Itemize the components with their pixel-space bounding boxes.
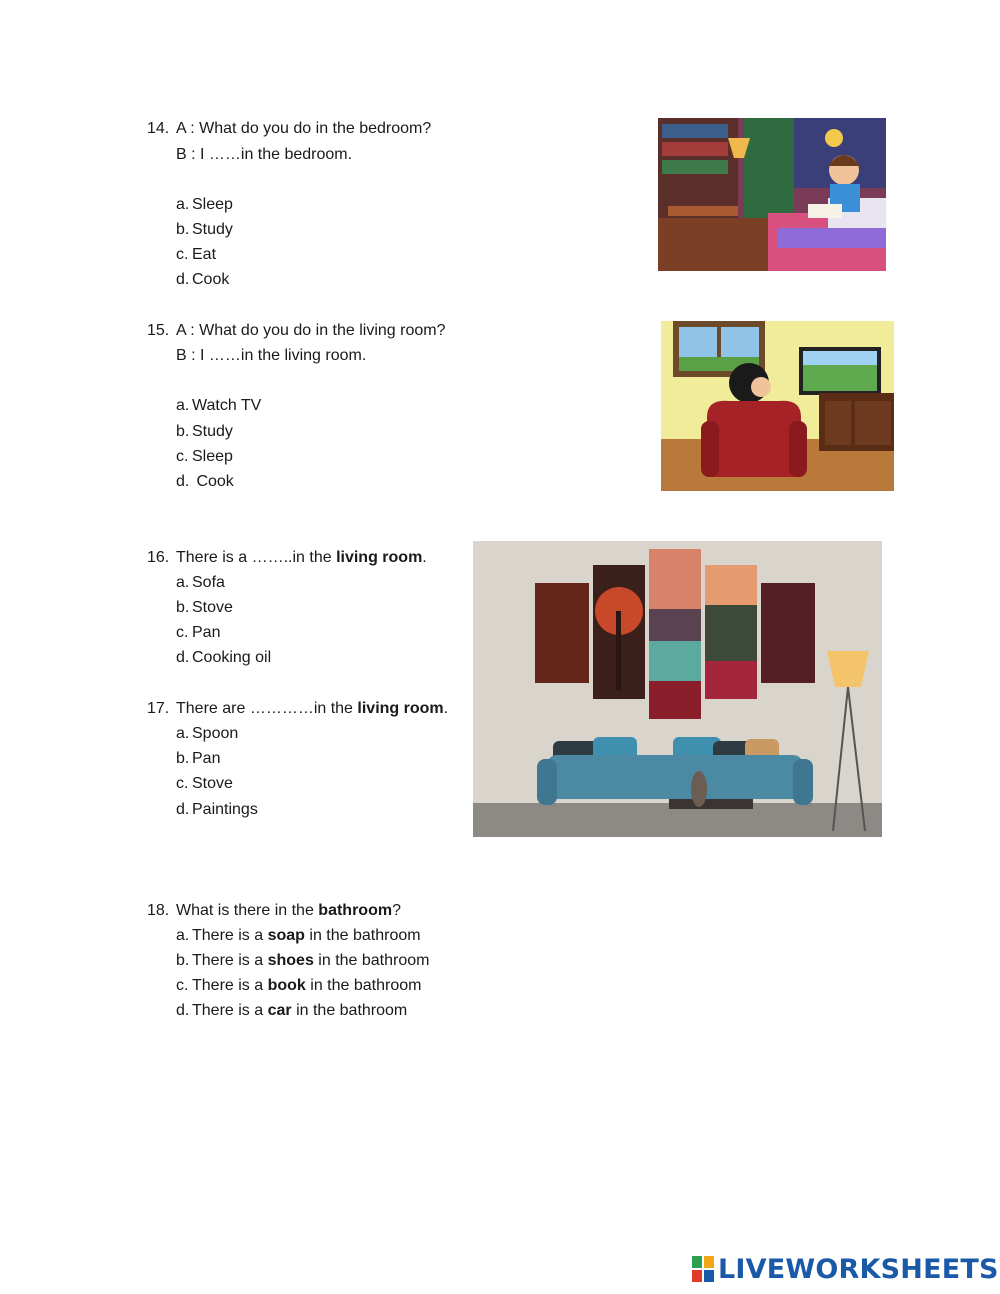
option-c[interactable] [176,245,216,265]
option-letter: b. [176,599,190,616]
option-letter: c. [176,775,189,792]
question-keyword: living room [357,700,444,717]
question-18-prompt [147,901,401,921]
question-line-a: A : What do you do in the living room? [176,322,446,339]
option-d[interactable] [176,472,234,492]
option-text: Spoon [192,725,239,742]
option-b[interactable] [176,422,233,442]
option-letter: c. [176,448,189,465]
option-letter: b. [176,952,190,969]
option-b[interactable] [176,598,233,618]
bedroom-illustration [658,118,886,271]
option-text: There is a [192,977,268,994]
question-number: 17. [147,700,170,717]
option-c[interactable] [176,774,233,794]
question-number: 16. [147,549,170,566]
question-number: 18. [147,902,170,919]
option-letter: b. [176,221,190,238]
option-text: Sleep [192,448,233,465]
option-text: Watch TV [192,397,262,414]
option-text: Cooking oil [192,649,272,666]
option-keyword: shoes [267,952,314,969]
option-letter: c. [176,624,189,641]
option-text: Sleep [192,196,233,213]
question-number: 15. [147,322,170,339]
option-letter: d. [176,649,190,666]
option-text: Pan [192,624,221,641]
option-letter: b. [176,750,190,767]
question-line-b: B : I ……in the living room. [176,347,367,364]
question-17-prompt [147,699,449,719]
question-number: 14. [147,120,170,137]
option-d[interactable] [176,1001,407,1021]
option-text-end: in the bathroom [313,952,430,969]
question-keyword: bathroom [318,902,393,919]
option-d[interactable] [176,648,271,668]
option-d[interactable] [176,800,258,820]
option-letter: d. [176,271,190,288]
option-text: Sofa [192,574,225,591]
question-suffix: . [422,549,427,566]
liveworksheets-blocks-icon [692,1256,714,1282]
option-letter: c. [176,977,189,994]
option-letter: a. [176,574,190,591]
question-text: What is there in the [176,902,319,919]
option-c[interactable] [176,623,220,643]
brand-name: LIVEWORKSHEETS [718,1253,999,1285]
question-text: There is a ……..in the [176,549,337,566]
option-letter: a. [176,397,190,414]
question-15-prompt [147,321,446,341]
option-b[interactable] [176,220,233,240]
option-letter: d. [176,1002,190,1019]
option-text: Stove [192,775,233,792]
option-a[interactable] [176,573,225,593]
living-room-tv-illustration [661,321,894,491]
option-text: There is a [192,927,268,944]
option-letter: a. [176,196,190,213]
option-text: Stove [192,599,233,616]
option-letter: d. [176,801,190,818]
question-suffix: ? [392,902,401,919]
option-text: Paintings [192,801,258,818]
option-text-end: in the bathroom [291,1002,408,1019]
option-a[interactable] [176,396,261,416]
option-letter: a. [176,927,190,944]
option-b[interactable] [176,749,220,769]
option-text: There is a [192,1002,268,1019]
option-b[interactable] [176,951,429,971]
option-d[interactable] [176,270,229,290]
option-a[interactable] [176,195,233,215]
question-text: There are …………in the [176,700,358,717]
option-letter: b. [176,423,190,440]
living-room-paintings-photo [473,541,882,837]
option-text: There is a [192,952,268,969]
option-letter: c. [176,246,189,263]
question-suffix: . [443,700,449,717]
option-a[interactable] [176,926,421,946]
option-text: Pan [192,750,221,767]
option-letter: a. [176,725,190,742]
option-text: Study [192,221,233,238]
liveworksheets-logo [692,1254,999,1284]
option-text: Cook [192,473,234,490]
option-text-end: in the bathroom [304,927,421,944]
question-16-prompt [147,548,427,568]
option-keyword: book [267,977,306,994]
option-letter: d. [176,473,190,490]
option-text-end: in the bathroom [305,977,422,994]
question-keyword: living room [336,549,423,566]
option-text: Cook [192,271,230,288]
question-14-prompt [147,119,432,139]
option-c[interactable] [176,976,421,996]
option-keyword: car [267,1002,292,1019]
question-line-b: B : I ……in the bedroom. [176,146,353,163]
option-text: Study [192,423,233,440]
option-text: Eat [192,246,217,263]
option-keyword: soap [267,927,305,944]
question-line-a: A : What do you do in the bedroom? [176,120,432,137]
option-a[interactable] [176,724,238,744]
option-c[interactable] [176,447,233,467]
